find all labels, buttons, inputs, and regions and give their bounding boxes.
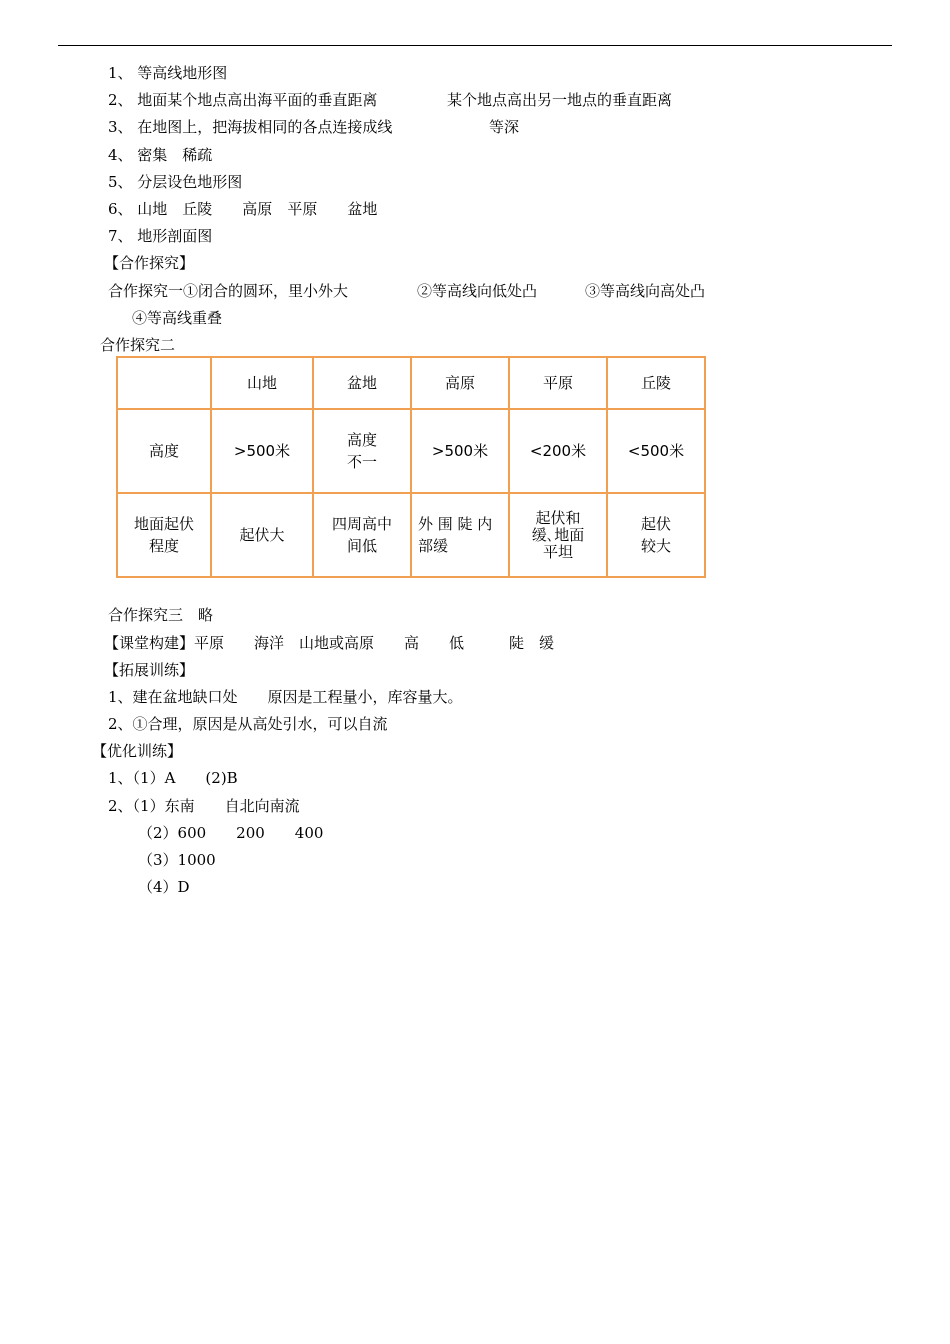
class-build-line: 【课堂构建】平原 海洋 山地或高原 高 低 陡 缓 <box>104 634 555 652</box>
opt-answer-1: 1、（1）A (2)B <box>108 769 238 787</box>
cell-line: 外 围 陡 内 <box>418 515 493 533</box>
table-cell <box>411 493 509 577</box>
cell-line: 较大 <box>640 537 671 555</box>
coop2-label: 合作探究二 <box>100 336 176 354</box>
coop1-part-c: ③等高线向高处凸 <box>585 282 706 300</box>
cell-line: 间低 <box>346 537 377 555</box>
cell-line: 部缓 <box>418 537 449 555</box>
cell-line: 程度 <box>148 537 179 555</box>
cell-line: 起伏和 <box>535 508 581 527</box>
table-cell: 起伏大 <box>211 493 313 577</box>
cell-line: 地面起伏 <box>133 515 194 533</box>
table-cell <box>313 493 411 577</box>
table-cell: >500米 <box>211 409 313 493</box>
table-header-cell: 丘陵 <box>607 357 705 409</box>
cell-line: 缓､地面 <box>531 525 585 544</box>
header-rule <box>58 45 892 46</box>
coop1-part-d: ④等高线重叠 <box>132 309 223 327</box>
table-header-cell: 高原 <box>411 357 509 409</box>
table-cell <box>607 493 705 577</box>
coop1-part-b: ②等高线向低处凸 <box>417 282 538 300</box>
opt-answer-2-2: （2）600 200 400 <box>138 824 324 842</box>
answer-line-2a: 2、 地面某个地点高出海平面的垂直距离 <box>108 91 378 109</box>
table-cell: >500米 <box>411 409 509 493</box>
ext-header: 【拓展训练】 <box>104 661 195 679</box>
opt-header: 【优化训练】 <box>92 742 183 760</box>
landform-table <box>116 356 706 578</box>
coop3-line: 合作探究三 略 <box>108 606 214 624</box>
cell-line: 起伏 <box>640 515 671 533</box>
table-cell: <200米 <box>509 409 607 493</box>
answer-line-3a: 3、 在地图上，把海拔相同的各点连接成线 <box>108 118 393 136</box>
cell-line: 平坦 <box>542 542 573 561</box>
coop-header: 【合作探究】 <box>104 254 195 272</box>
opt-answer-2: 2、（1）东南 自北向南流 <box>108 797 300 815</box>
answer-line-2b: 某个地点高出另一地点的垂直距离 <box>447 91 673 109</box>
ext-answer-2: 2、①合理，原因是从高处引水，可以自流 <box>108 715 388 733</box>
table-header-row <box>117 357 705 409</box>
table-cell: 高度 <box>117 409 211 493</box>
table-row-height <box>117 409 705 493</box>
answer-line-7: 7、 地形剖面图 <box>108 227 213 245</box>
cell-line: 四周高中 <box>331 515 392 533</box>
coop1-part-a: 合作探究一①闭合的圆环，里小外大 <box>108 282 349 300</box>
answer-line-1: 1、 等高线地形图 <box>108 64 228 82</box>
opt-answer-2-4: （4）D <box>138 878 190 896</box>
table-header-cell: 山地 <box>211 357 313 409</box>
ext-answer-1: 1、建在盆地缺口处 原因是工程量小，库容量大。 <box>108 688 463 706</box>
table-header-cell: 盆地 <box>313 357 411 409</box>
table-cell <box>313 409 411 493</box>
answer-line-6: 6、 山地 丘陵 高原 平原 盆地 <box>108 200 378 218</box>
opt-answer-2-3: （3）1000 <box>138 851 216 869</box>
cell-line: 不一 <box>346 453 377 471</box>
table-row-relief <box>117 493 705 577</box>
table-header-cell: 平原 <box>509 357 607 409</box>
cell-line: 高度 <box>346 431 377 449</box>
answer-line-4: 4、 密集 稀疏 <box>108 146 213 164</box>
answer-line-5: 5、 分层设色地形图 <box>108 173 243 191</box>
table-cell: <500米 <box>607 409 705 493</box>
table-header-cell <box>117 357 211 409</box>
table-cell <box>117 493 211 577</box>
answer-line-3b: 等深 <box>489 118 520 136</box>
table-cell <box>509 493 607 577</box>
